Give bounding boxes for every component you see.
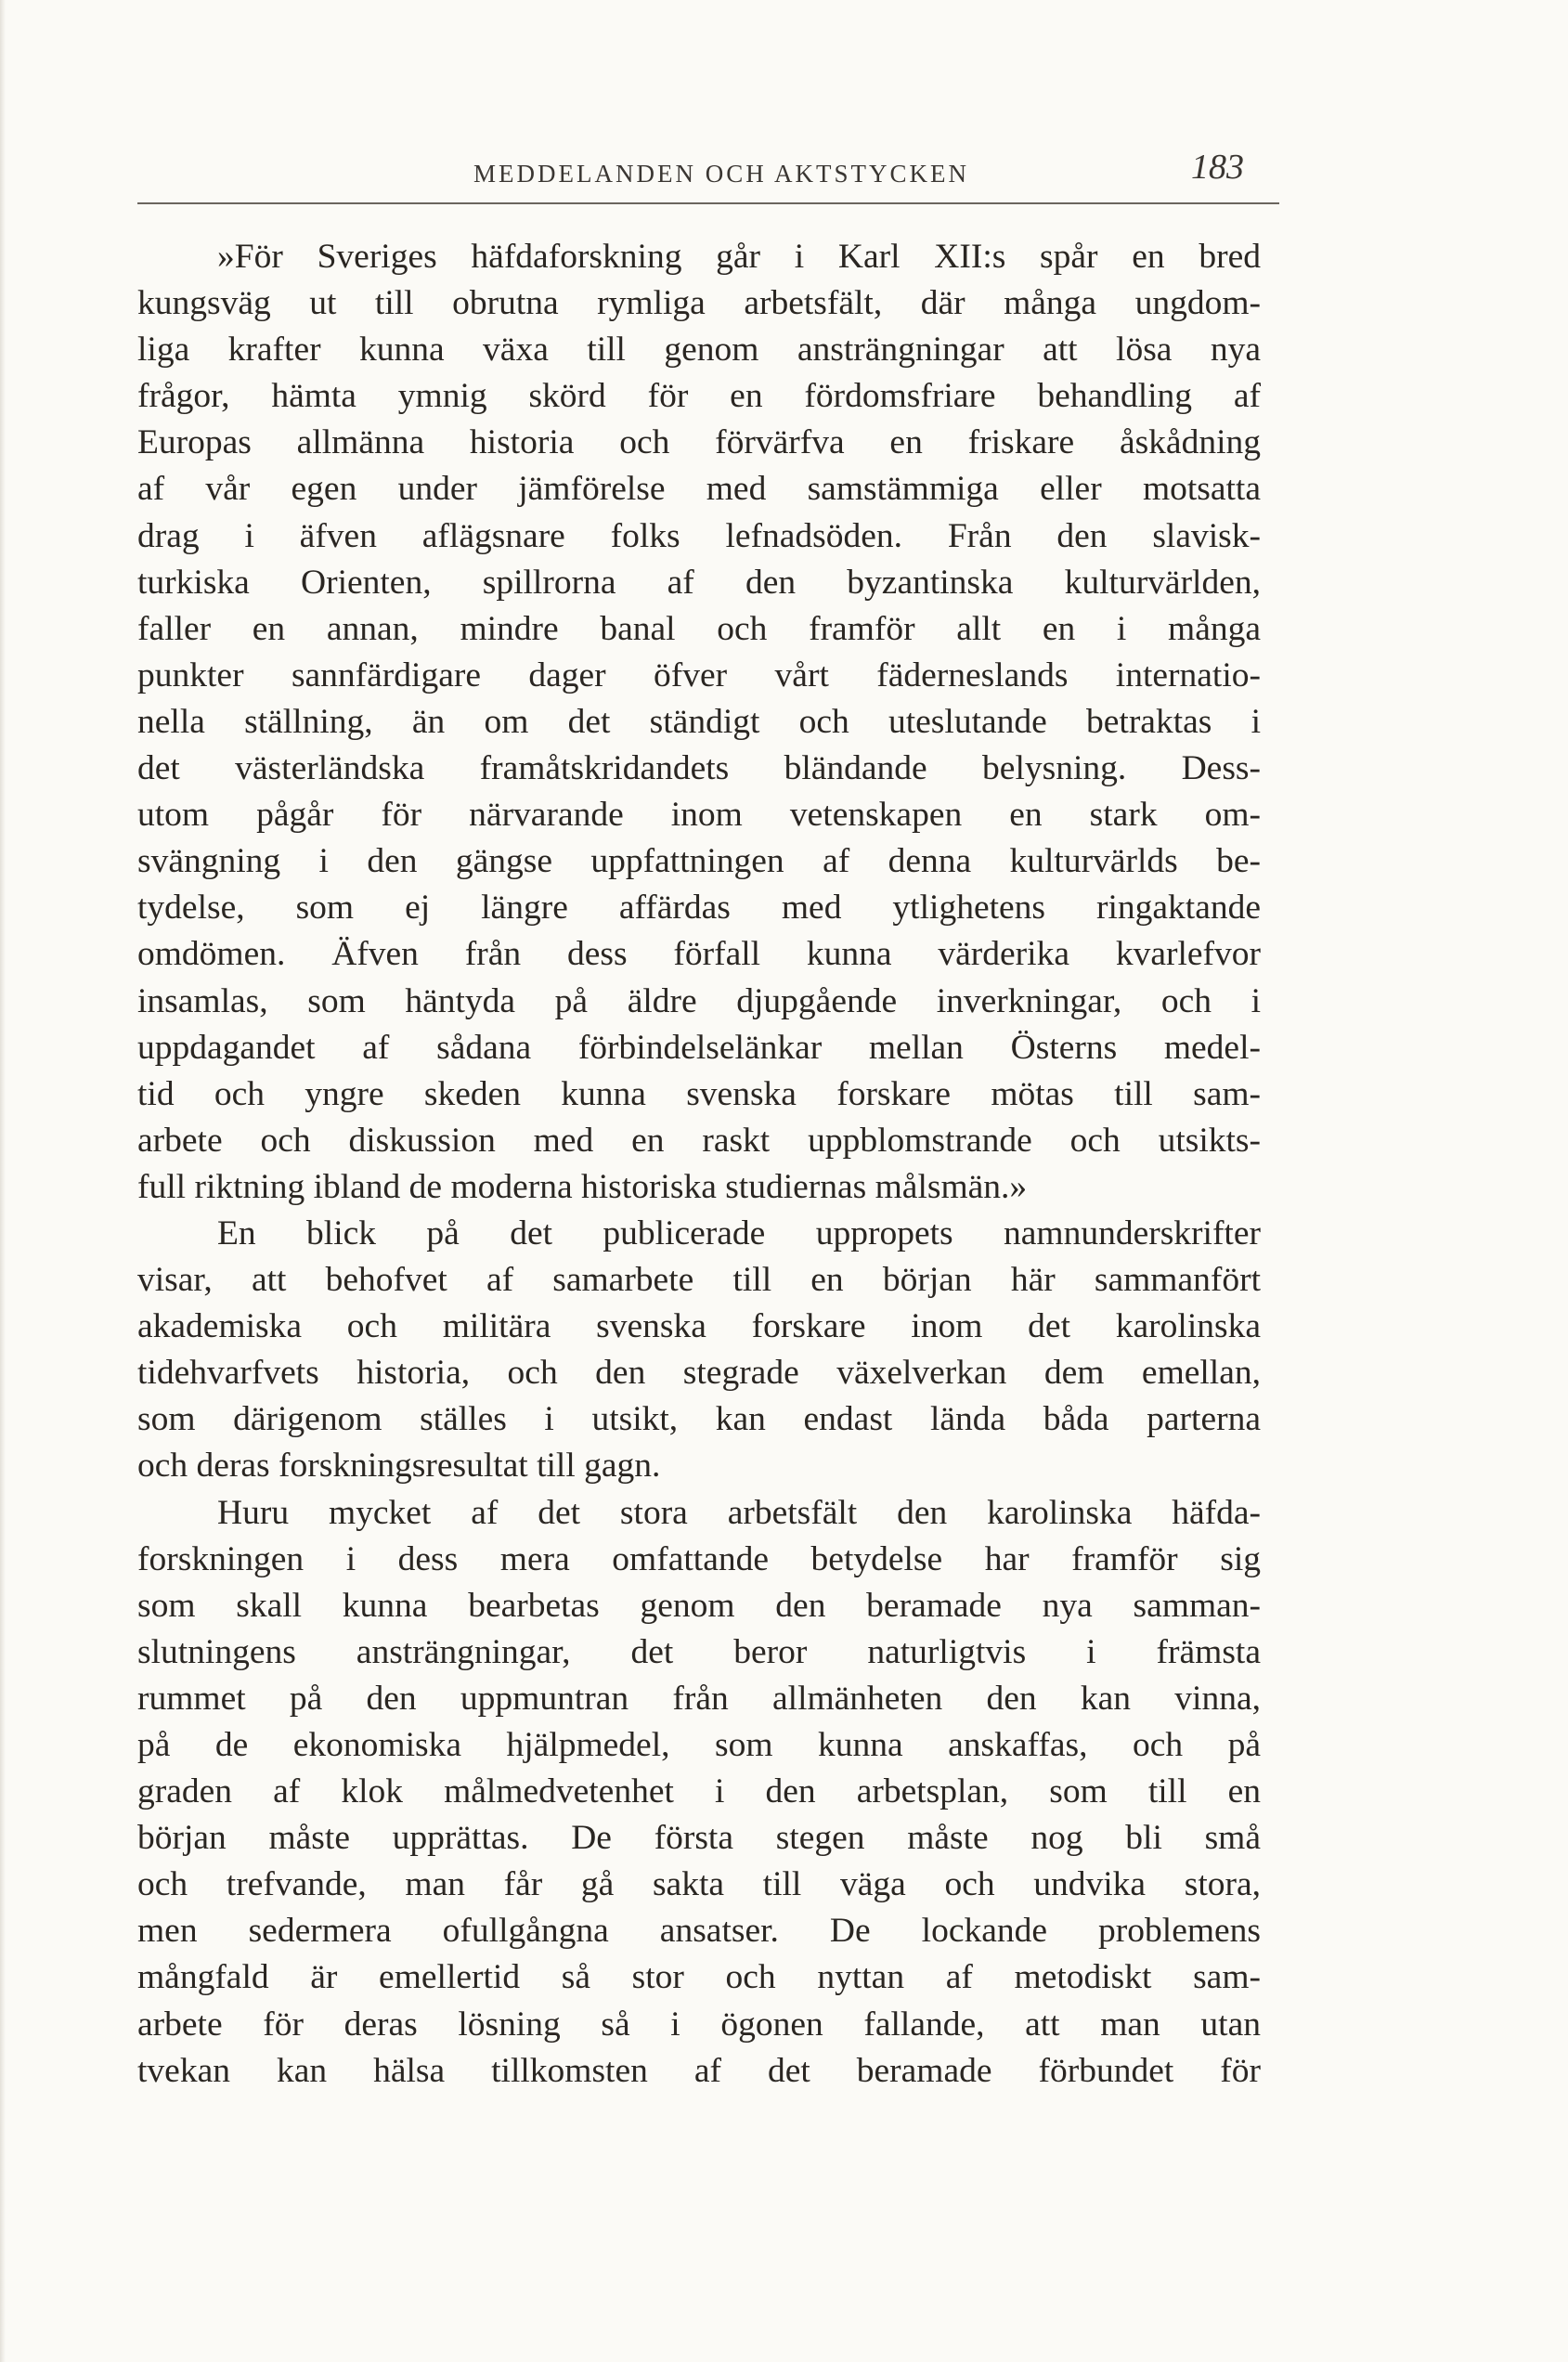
- text-line: frågor, hämta ymnig skörd för en fördomsfriare behandling af: [137, 377, 1261, 416]
- text-line: arbete och diskussion med en raskt uppblomstrande och utsikts-: [137, 1121, 1261, 1160]
- text-line: insamlas, som häntyda på äldre djupgående inverkningar, och i: [137, 981, 1261, 1020]
- text-line: tid och yngre skeden kunna svenska forskare mötas till sam-: [137, 1074, 1261, 1113]
- text-line: tidehvarfvets historia, och den stegrade växelverkan dem emellan,: [137, 1354, 1261, 1393]
- text-line: graden af klok målmedvetenhet i den arbetsplan, som till en: [137, 1772, 1261, 1811]
- text-line: omdömen. Äfven från dess förfall kunna värderika kvarlefvor: [137, 935, 1261, 974]
- text-line: full riktning ibland de moderna historiska studiernas målsmän.»: [137, 1167, 1028, 1206]
- text-line: kungsväg ut till obrutna rymliga arbetsfält, där många ungdom-: [137, 284, 1261, 323]
- header-title: MEDDELANDEN OCH AKTSTYCKEN: [473, 160, 969, 188]
- text-line: uppdagandet af sådana förbindelselänkar mellan Österns medel-: [137, 1028, 1261, 1067]
- text-line: tvekan kan hälsa tillkomsten af det beramade förbundet för: [137, 2051, 1261, 2090]
- text-line: liga krafter kunna växa till genom ansträngningar att lösa nya: [137, 331, 1261, 370]
- running-header: [137, 147, 1279, 204]
- text-line: akademiska och militära svenska forskare inom det karolinska: [137, 1307, 1261, 1346]
- text-line: punkter sannfärdigare dager öfver vårt fäderneslands internatio-: [137, 655, 1261, 694]
- text-line: forskningen i dess mera omfattande betydelse har framför sig: [137, 1539, 1261, 1578]
- text-line: »För Sveriges häfdaforskning går i Karl XII:s spår en bred: [217, 238, 1261, 276]
- text-line: svängning i den gängse uppfattningen af denna kulturvärlds be-: [137, 842, 1261, 881]
- text-line: nella ställning, än om det ständigt och uteslutande betraktas i: [137, 702, 1261, 741]
- text-line: utom pågår för närvarande inom vetenskapen en stark om-: [137, 796, 1261, 835]
- text-line: visar, att behofvet af samarbete till en början här sammanfört: [137, 1261, 1261, 1300]
- text-line: och deras forskningsresultat till gagn.: [137, 1447, 661, 1486]
- text-line: faller en annan, mindre banal och framför allt en i många: [137, 609, 1261, 648]
- text-line: Europas allmänna historia och förvärfva en friskare åskådning: [137, 423, 1261, 462]
- text-line: Huru mycket af det stora arbetsfält den karolinska häfda-: [217, 1493, 1261, 1532]
- text-line: men sedermera ofullgångna ansatser. De lockande problemens: [137, 1912, 1261, 1951]
- text-line: slutningens ansträngningar, det beror naturligtvis i främsta: [137, 1632, 1261, 1671]
- text-line: drag i äfven aflägsnare folks lefnadsöden. Från den slavisk-: [137, 516, 1261, 555]
- text-line: och trefvande, man får gå sakta till väga och undvika stora,: [137, 1865, 1261, 1904]
- text-line: rummet på den uppmuntran från allmänheten den kan vinna,: [137, 1679, 1261, 1718]
- text-line: turkiska Orienten, spillrorna af den byzantinska kulturvärlden,: [137, 563, 1261, 602]
- text-line: början måste upprättas. De första stegen måste nog bli små: [137, 1819, 1261, 1858]
- text-line: mångfald är emellertid så stor och nyttan af metodiskt sam-: [137, 1958, 1261, 1997]
- text-line: arbete för deras lösning så i ögonen fallande, att man utan: [137, 2005, 1261, 2044]
- text-line: af vår egen under jämförelse med samstämmiga eller motsatta: [137, 470, 1261, 509]
- body-text: [137, 234, 1261, 2095]
- text-line: En blick på det publicerade uppropets namnunderskrifter: [217, 1213, 1261, 1252]
- page-number: 183: [1191, 148, 1244, 187]
- text-line: som skall kunna bearbetas genom den beramade nya samman-: [137, 1586, 1261, 1625]
- text-line: på de ekonomiska hjälpmedel, som kunna anskaffas, och på: [137, 1726, 1261, 1764]
- page-edge-shadow: [0, 0, 6, 2362]
- text-line: tydelse, som ej längre affärdas med ytlighetens ringaktande: [137, 889, 1261, 928]
- text-line: det västerländska framåtskridandets bländande belysning. Dess-: [137, 749, 1261, 788]
- text-line: som därigenom ställes i utsikt, kan endast lända båda parterna: [137, 1400, 1261, 1439]
